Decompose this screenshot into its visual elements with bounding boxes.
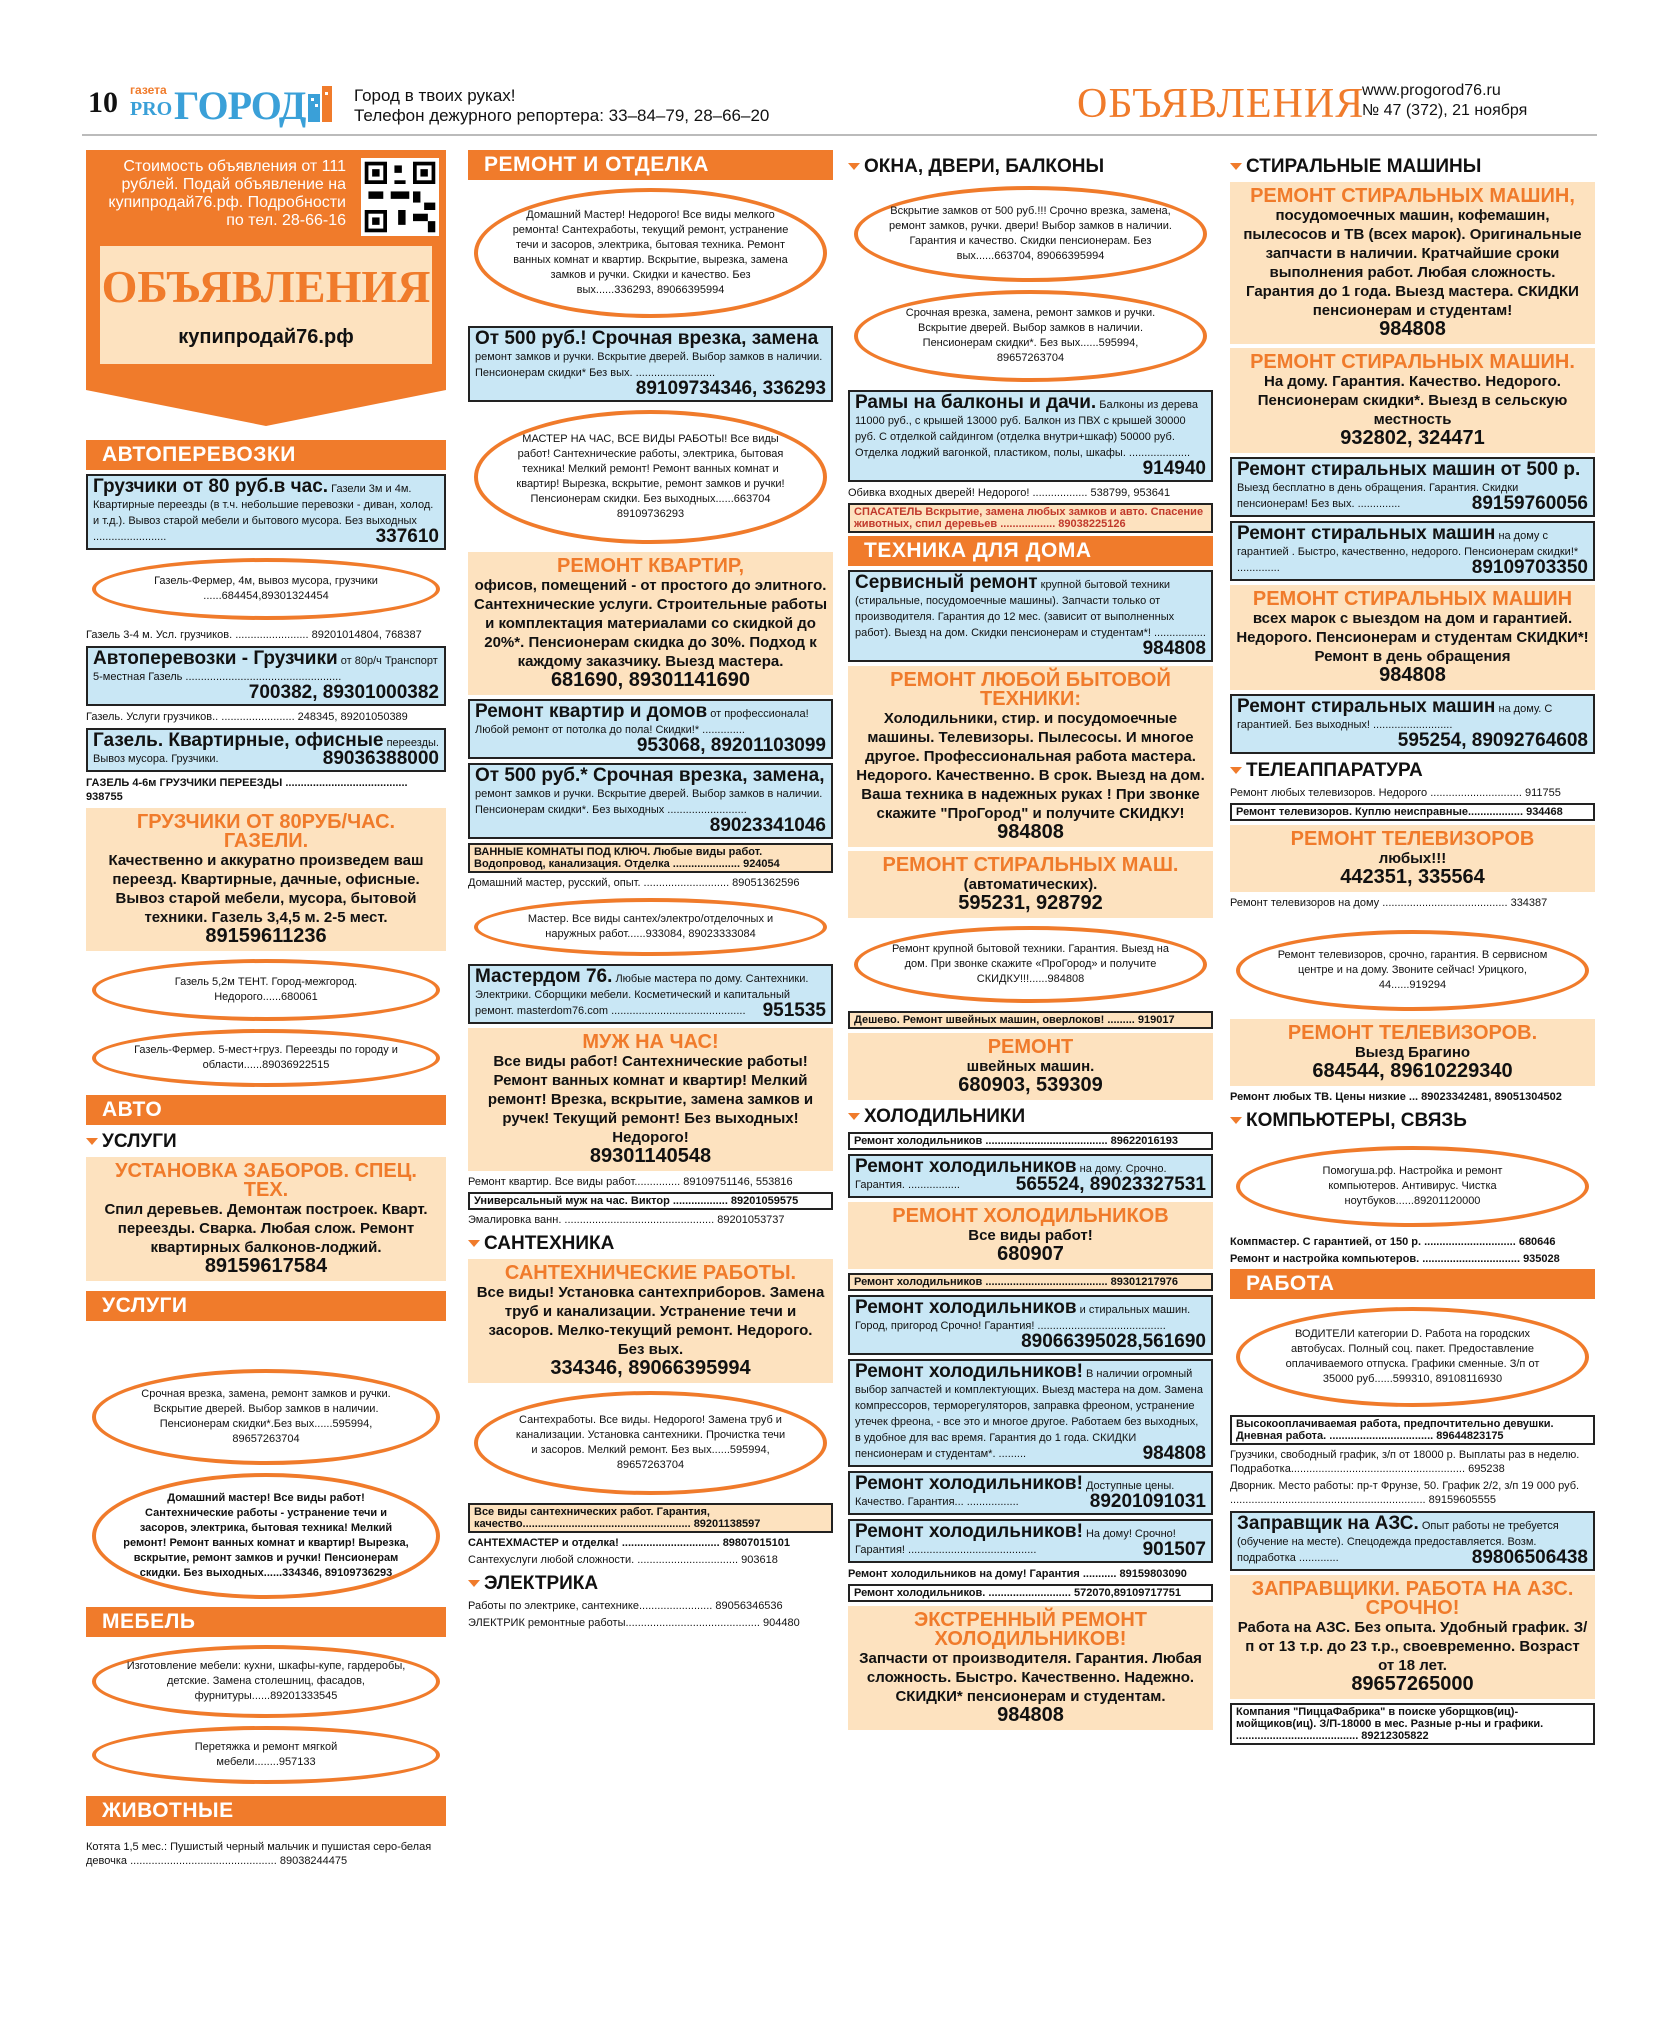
ad-text: В наличии огромный выбор запчастей и комплектующих. Выезд мастера на дом. Замена компрессоров, терморегуляторов, заправка фреоном, устранение утечек фреона, - все это и многое другое. Работаем без выходных, в удобное для вас время. Гарантия до 1 года. СКИДКИ пенсионерам и студентам*. ......... [855, 1368, 1203, 1460]
ad-boxline: Все виды сантехнических работ. Гарантия, качество....................................................... 89201138597 [468, 1503, 833, 1533]
ad-phone: 984808 [1142, 638, 1206, 659]
ad-phone: 89109703350 [1471, 557, 1588, 578]
section-bar-tehnika: ТЕХНИКА ДЛЯ ДОМА [848, 536, 1213, 566]
ad-title: ГРУЗЧИКИ ОТ 80РУБ/ЧАС. ГАЗЕЛИ. [136, 811, 396, 852]
ad-phone: 89066395028,561690 [1021, 1331, 1206, 1352]
ad-phone: 932802, 324471 [1340, 427, 1485, 449]
ad-boxline: Компания "ПиццаФабрика" в поиске уборщков(иц)-мойщиков(иц). З/П-18000 в мес. Разные р-ны и графики. ........................................ 89212305822 [1230, 1703, 1595, 1745]
ad-box [848, 1359, 1213, 1467]
section-title: ОБЪЯВЛЕНИЯ [1077, 81, 1365, 127]
column-1 [86, 440, 446, 1871]
ad-phone: 984808 [997, 821, 1064, 843]
ad-box [848, 1471, 1213, 1515]
promo-site-link[interactable]: купипродай76.рф [178, 326, 354, 348]
ad-title: ЗАПРАВЩИКИ. РАБОТА НА АЗС. СРОЧНО! [1251, 1578, 1574, 1619]
ad-text: от профессионала! Любой ремонт от потолка до пола! Скидки!* .............. [475, 708, 809, 736]
ad-box [1230, 1511, 1595, 1571]
ad-peach [86, 808, 446, 951]
section-bar-avto: АВТО [86, 1095, 446, 1125]
ad-text: Доступные цены. Качество. Гарантия... ................. [855, 1480, 1175, 1508]
ad-peach [848, 666, 1213, 847]
ad-phone: 680907 [997, 1243, 1064, 1265]
ad-title: САНТЕХНИЧЕСКИЕ РАБОТЫ. [504, 1262, 797, 1284]
ad-title: РЕМОНТ ХОЛОДИЛЬНИКОВ [892, 1205, 1169, 1227]
ad-phone: 680903, 539309 [958, 1074, 1103, 1096]
ad-box [1230, 521, 1595, 581]
ad-phone: 89806506438 [1471, 1547, 1588, 1568]
ad-phone: 684544, 89610229340 [1312, 1060, 1513, 1082]
ad-boxline: Высокооплачиваемая работа, предпочтительно девушки. Дневная работа. .................................. 89644823175 [1230, 1415, 1595, 1445]
building-icon [304, 84, 336, 124]
tagline: Город в твоих руках! [354, 86, 516, 105]
ad-line: Домашний мастер, русский, опыт. ............................ 89051362596 [468, 877, 800, 889]
ad-peach [1230, 825, 1595, 892]
ad-box [1230, 457, 1595, 517]
ad-text: посудомоечных машин, кофемашин, пылесосов и ТВ (всех марок). Оригинальные запчасти в наличии. Кратчайшие сроки выполнения работ. Любая сложность. Гарантия до 1 года. Выезд мастера. СКИДКИ пенсионерам и студентам! [1243, 207, 1582, 319]
ad-peach [848, 1606, 1213, 1730]
ad-peach [848, 1202, 1213, 1269]
ad-peach [468, 552, 833, 695]
ad-box [848, 1295, 1213, 1355]
ad-text: и стиральных машин. Город, пригород Срочно! Гарантия! .......................................... [855, 1304, 1191, 1332]
ad-oval: Газель-Фермер. 5-мест+груз. Переезды по городу и области......89036922515 [92, 1029, 440, 1087]
qr-code-icon[interactable] [361, 158, 439, 236]
ad-title: ЭКСТРЕННЫЙ РЕМОНТ ХОЛОДИЛЬНИКОВ! [914, 1609, 1147, 1650]
ad-text: на дому с гарантией . Быстро, качественно, недорого. Пенсионерам скидки!* .............. [1237, 530, 1579, 574]
ad-title: Ремонт стиральных машин от 500 р. [1237, 459, 1581, 480]
ad-boxline: Ремонт холодильников ........................................ 89622016193 [848, 1132, 1213, 1150]
ad-phone: 89159617584 [204, 1255, 328, 1277]
column-2 [468, 150, 833, 1633]
ad-oval: Мастер. Все виды сантех/электро/отделочных и наружных работ......933084, 89023333084 [474, 898, 827, 956]
ad-title: Ремонт стиральных машин [1237, 523, 1496, 544]
ad-text: (автоматических). [963, 876, 1098, 893]
ad-phone: 595231, 928792 [958, 892, 1103, 914]
ad-oval: Газель 5,2м ТЕНТ. Город-межгород. Недорого......680061 [92, 959, 440, 1021]
ad-oval: Срочная врезка, замена, ремонт замков и ручки. Вскрытие дверей. Выбор замков в наличии. Пенсионерам скидки*.Без вых......595994, 89657263704 [92, 1369, 440, 1465]
ad-peach [86, 1157, 446, 1281]
subsection-uslugi: УСЛУГИ [86, 1131, 446, 1153]
issue-info: № 47 (372), 21 ноября [1362, 102, 1528, 119]
ad-title: РЕМОНТ СТИРАЛЬНЫХ МАШ. [882, 854, 1179, 876]
ad-phone: 89109734346, 336293 [635, 378, 826, 399]
ad-line: Котята 1,5 мес.: Пушистый черный мальчик и пушистая серо-белая девочка ................................................ 89038244475 [86, 1841, 432, 1867]
ad-text: ремонт замков и ручки. Вскрытие дверей. Выбор замков в наличии. Пенсионерам скидки*. Без выходных .......................... [475, 788, 823, 816]
ad-boxline: Универсальный муж на час. Виктор .................. 89201059575 [468, 1192, 833, 1210]
ad-line: Компмастер. С гарантией, от 150 р. .............................. 680646 [1230, 1236, 1556, 1248]
ad-line: Ремонт телевизоров на дому ......................................... 334387 [1230, 897, 1548, 909]
ad-title: Ремонт холодильников! [855, 1361, 1083, 1382]
ad-text: Все виды! Установка сантехприборов. Замена труб и канализации. Устранение течи и засоров. Мелко-текущий ремонт. Недорого. Без вых. [476, 1284, 825, 1358]
ad-line: Эмалировка ванн. ................................................. 89201053737 [468, 1214, 785, 1226]
ad-text: Все виды работ! Сантехнические работы! Ремонт ванных комнат и квартир! Мелкий ремонт! Врезка, вскрытие, замена замков и ручек! Текущий ремонт! Без выходных! Недорого! [487, 1053, 814, 1146]
page-number: 10 [88, 86, 118, 119]
ad-peach [468, 1028, 833, 1171]
logo-small-text: газета [130, 83, 167, 97]
ad-phone: 89023341046 [709, 815, 826, 836]
ad-box [468, 763, 833, 839]
ad-text: На дому. Гарантия. Качество. Недорого. Пенсионерам скидки*. Выезд в сельскую местность [1257, 373, 1568, 428]
ad-phone: 565524, 89023327531 [1015, 1174, 1206, 1195]
ad-phone: 89159760056 [1471, 493, 1588, 514]
ad-phone: 89201091031 [1089, 1491, 1206, 1512]
ad-oval: Изготовление мебели: кухни, шкафы-купе, гардеробы, детские. Замена столешниц, фасадов, фурнитуры......89201333545 [92, 1645, 440, 1718]
ad-box [86, 474, 446, 550]
ad-line: Ремонт квартир. Все виды работ............... 89109751146, 553816 [468, 1176, 793, 1188]
ad-text: на дому. Срочно. Гарантия. ................. [855, 1163, 1167, 1191]
ad-phone: 337610 [375, 526, 439, 547]
ad-phone: 984808 [1142, 1443, 1206, 1464]
ad-phone: 89036388000 [322, 748, 439, 769]
ad-title: РЕМОНТ СТИРАЛЬНЫХ МАШИН [1252, 588, 1573, 610]
ad-boxline: Дешево. Ремонт швейных машин, оверлоков! ......... 919017 [848, 1011, 1213, 1029]
subsection-komp: КОМПЬЮТЕРЫ, СВЯЗЬ [1230, 1110, 1595, 1132]
ad-box [86, 728, 446, 772]
ad-title: Ремонт холодильников! [855, 1521, 1083, 1542]
ad-title: Ремонт холодильников [855, 1156, 1077, 1177]
ad-text: Холодильники, стир. и посудомоечные машины. Телевизоры. Пылесосы. И многое другое. Профессиональная работа мастера. Недорого. Качественно. В срок. Выезд на дом. Ваша техника в надежных руках ! При звонке скажите "ПроГород" и получите СКИДКУ! [856, 710, 1205, 822]
ad-oval: ВОДИТЕЛИ категории D. Работа на городских автобусах. Полный соц. пакет. Предоставление оплачиваемого отпуска. Графики сменные. З/п от 35000 руб......599310, 89108116930 [1236, 1307, 1589, 1407]
ad-oval: Газель-Фермер, 4м, вывоз мусора, грузчики ......684454,89301324454 [92, 558, 440, 620]
ad-oval: Домашний Мастер! Недорого! Все виды мелкого ремонта! Сантехработы, текущий ремонт, устранение течи и засоров, электрика, бытовая техника. Ремонт ванных комнат и квартир. Вскрытие, вырезка, замена замков и ручки. Скидки и качество. Без вых......336293, 89066395994 [474, 188, 827, 318]
ad-phone: 89159611236 [205, 925, 327, 947]
subsection-santehnika: САНТЕХНИКА [468, 1233, 833, 1255]
ad-title: Ремонт стиральных машин [1237, 696, 1496, 717]
ad-line: Работы по электрике, сантехнике........................ 89056346536 [468, 1600, 783, 1612]
ad-text: Все виды работ! [968, 1227, 1093, 1244]
ad-title: Ремонт холодильников! [855, 1473, 1083, 1494]
ad-line: Ремонт и настройка компьютеров. ................................ 935028 [1230, 1253, 1560, 1265]
ad-title: От 500 руб.! Срочная врезка, замена [475, 328, 819, 349]
ad-line: Обивка входных дверей! Недорого! .................. 538799, 953641 [848, 487, 1171, 499]
ad-title: Автоперевозки - Грузчики [93, 648, 338, 669]
ad-boxline: Ремонт холодильников. ........................... 572070,89109717751 [848, 1584, 1213, 1602]
ad-text: Спил деревьев. Демонтаж построек. Кварт. переезды. Сварка. Любая слож. Ремонт квартирных балконов-лоджий. [104, 1201, 428, 1256]
ad-text: Газели 3м и 4м. Квартирные переезды (в т.ч. небольшие перевозки - диван, холод. и т.д.). Вывоз старой мебели и бытового мусора. Без выходных ........................ [93, 483, 434, 543]
ad-boxline: Ремонт телевизоров. Куплю неисправные.................. 934468 [1230, 803, 1595, 821]
section-bar-uslugi: УСЛУГИ [86, 1291, 446, 1321]
ad-title: РЕМОНТ ТЕЛЕВИЗОРОВ [1290, 828, 1535, 850]
ad-oval: Ремонт телевизоров, срочно, гарантия. В сервисном центре и на дому. Звоните сейчас! Урицкого, 44......919294 [1236, 930, 1589, 1011]
ad-peach [1230, 585, 1595, 690]
column-4 [1230, 150, 1595, 1748]
section-bar-rabota: РАБОТА [1230, 1269, 1595, 1299]
ad-oval: Срочная врезка, замена, ремонт замков и ручки. Вскрытие дверей. Выбор замков в наличии. Пенсионерам скидки*. Без вых......595994, 89657263704 [854, 290, 1207, 382]
ad-title: От 500 руб.* Срочная врезка, замена, [475, 765, 825, 786]
ad-boxline: Ремонт холодильников ........................................ 89301217976 [848, 1273, 1213, 1291]
ad-text: Опыт работы не требуется (обучение на месте). Спецодежда предоставляется. Возм. подработка ............. [1237, 1520, 1559, 1564]
ad-line: Дворник. Место работы: пр-т Фрунзе, 50. График 2/2, з/п 19 000 руб. ................................................................ 89159605555 [1230, 1480, 1580, 1506]
column-3 [848, 150, 1213, 1734]
ad-title: РЕМОНТ [987, 1036, 1074, 1058]
ad-title: РЕМОНТ КВАРТИР, [556, 555, 744, 577]
ad-text: Запчасти от производителя. Гарантия. Любая сложность. Быстро. Качественно. Надежно. СКИДКИ* пенсионерам и студентам. [859, 1650, 1202, 1705]
ad-phone: 442351, 335564 [1340, 866, 1485, 888]
website-link[interactable]: www.progorod76.ru [1362, 82, 1501, 99]
ad-title: Сервисный ремонт [855, 572, 1038, 593]
logo-gorod-text: ГОРОД [174, 83, 306, 128]
ad-phone: 951535 [762, 1000, 826, 1021]
section-bar-mebel: МЕБЕЛЬ [86, 1607, 446, 1637]
ad-peach [1230, 1575, 1595, 1699]
ad-title: Рамы на балконы и дачи. [855, 392, 1097, 413]
ad-line: Газель 3-4 м. Усл. грузчиков. ........................ 89201014804, 768387 [86, 629, 422, 641]
ad-phone: 681690, 89301141690 [550, 669, 751, 691]
ad-text: швейных машин. [966, 1058, 1095, 1075]
ad-oval: Ремонт крупной бытовой техники. Гарантия. Выезд на дом. При звонке скажите «ПроГород» и получите СКИДКУ!!!......984808 [854, 926, 1207, 1003]
ad-text: Выезд Брагино [1354, 1044, 1471, 1061]
ad-text: офисов, помещений - от простого до элитного. Сантехнические услуги. Строительные работы и комплектация материалами со скидкой до 20%*. Пенсионерам скидка до 30%. Подход к каждому заказчику. Выезд мастера. [474, 577, 828, 670]
ad-line: Ремонт любых телевизоров. Недорого .............................. 911755 [1230, 787, 1561, 799]
ad-phone: 984808 [1379, 664, 1446, 686]
ad-line: Газель. Услуги грузчиков.. ........................ 248345, 89201050389 [86, 711, 408, 723]
ad-title: РЕМОНТ ЛЮБОЙ БЫТОВОЙ ТЕХНИКИ: [890, 669, 1171, 710]
ad-box [848, 570, 1213, 662]
promo-text: Стоимость объявления от 111 рублей. Подай объявление на купипродай76.рф. Подробности по тел. 28-66-16 [108, 158, 346, 229]
ad-boxline: СПАСАТЕЛЬ Вскрытие, замена любых замков и авто. Спасение животных, спил деревьев .................. 89038225126 [848, 503, 1213, 533]
ad-text: На дому! Срочно! Гарантия! .......................................... [855, 1528, 1176, 1556]
ad-title: Ремонт квартир и домов [475, 701, 708, 722]
ad-title: Грузчики от 80 руб.в час. [93, 476, 329, 497]
ad-title: УСТАНОВКА ЗАБОРОВ. СПЕЦ. ТЕХ. [115, 1160, 417, 1201]
ad-line: Сантехуслуги любой сложности. ................................. 903618 [468, 1554, 778, 1566]
section-bar-remont: РЕМОНТ И ОТДЕЛКА [468, 150, 833, 180]
ad-text: Выезд бесплатно в день обращения. Гарантия. Скидки пенсионерам! Без вых. .............. [1237, 482, 1519, 510]
ad-line: Ремонт холодильников на дому! Гарантия ........... 89159803090 [848, 1568, 1187, 1580]
subsection-okna: ОКНА, ДВЕРИ, БАЛКОНЫ [848, 156, 1213, 178]
ad-peach [848, 1033, 1213, 1100]
ad-phone: 984808 [997, 1704, 1064, 1726]
promo-arrow [86, 390, 446, 426]
ad-phone: 334346, 89066395994 [550, 1357, 751, 1379]
ad-peach [468, 1259, 833, 1383]
ad-box [848, 1519, 1213, 1563]
ad-title: РЕМОНТ ТЕЛЕВИЗОРОВ. [1287, 1022, 1538, 1044]
ad-phone: 595254, 89092764608 [1397, 730, 1588, 751]
ad-line: Грузчики, свободный график, з/п от 18000 р. Выплаты раз в неделю. Подработка......................................................... 695238 [1230, 1449, 1580, 1475]
ad-oval: Домашний мастер! Все виды работ! Сантехнические работы - устранение течи и засоров, электрика, бытовая техника! Мелкий ремонт! Ремонт ванных комнат и квартир! Вырезка, вскрытие, ремонт замков и ручки! Пенсионерам скидки. Без выходных......334346, 89109736293 [92, 1473, 440, 1599]
ad-box [468, 964, 833, 1024]
ad-box [468, 326, 833, 402]
ad-oval: Вскрытие замков от 500 руб.!!! Срочно врезка, замена, ремонт замков, ручки. двери! Выбор замков в наличии. Гарантия и качество. Скидки пенсионерам. Без вых......663704, 89066395994 [854, 186, 1207, 282]
ad-text: Работа на АЗС. Без опыта. Удобный график. З/п от 13 т.р. до 23 т.р., своевременно. Возраст от 18 лет. [1237, 1619, 1588, 1674]
ad-peach [1230, 182, 1595, 344]
ad-peach [848, 851, 1213, 918]
ad-title: РЕМОНТ СТИРАЛЬНЫХ МАШИН, [1250, 185, 1575, 207]
ad-title: РЕМОНТ СТИРАЛЬНЫХ МАШИН. [1250, 351, 1575, 373]
ad-text: любых!!! [1378, 850, 1447, 867]
ad-peach [1230, 348, 1595, 453]
ad-title: Заправщик на АЗС. [1237, 1513, 1419, 1534]
ad-oval: МАСТЕР НА ЧАС, ВСЕ ВИДЫ РАБОТЫ! Все виды работ! Сантехнические работы, электрика, бытовая техника! Мелкий ремонт! Ремонт ванных комнат и квартир! Вырезка, вскрытие, ремонт замков и ручки! Пенсионерам скидки. Без выходных......663704 89109736293 [474, 410, 827, 544]
ad-text: Балконы из дерева 11000 руб., с крышей 13000 руб. Балкон из ПВХ с крышей 30000 руб. С отделкой сайдингом (отделка внутри+шкаф) 50000 руб. Отделка лоджий вагонкой, пластиком, полы, шкафы. .................... [855, 399, 1198, 459]
ad-title: Мастердом 76. [475, 966, 613, 987]
subsection-stiralnye: СТИРАЛЬНЫЕ МАШИНЫ [1230, 156, 1595, 178]
subsection-elektrika: ЭЛЕКТРИКА [468, 1573, 833, 1595]
promo-block [86, 150, 446, 420]
ad-text: ремонт замков и ручки. Вскрытие дверей. Выбор замков в наличии. Пенсионерам скидки* Без вых. .......................... [475, 351, 823, 379]
ad-title: Газель. Квартирные, офисные [93, 730, 384, 751]
ad-phone: 89657265000 [1351, 1673, 1474, 1695]
ad-text: от 80р/ч Транспорт 5-местная Газель ................................................... [93, 655, 438, 683]
ad-line: САНТЕХМАСТЕР и отделка! ................................ 89807015101 [468, 1537, 790, 1549]
ad-title: МУЖ НА ЧАС! [582, 1031, 719, 1053]
ad-line: ЭЛЕКТРИК ремонтные работы............................................ 904480 [468, 1617, 800, 1629]
subsection-holodilniki: ХОЛОДИЛЬНИКИ [848, 1106, 1213, 1128]
ad-box [86, 646, 446, 706]
ad-phone: 89301140548 [589, 1145, 712, 1167]
ad-box [468, 699, 833, 759]
ad-text: Качественно и аккуратно произведем ваш переезд. Квартирные, дачные, офисные. Вывоз старой мебели, мусора, бытовой техники. Газель 3,4,5 м. 2-5 мест. [108, 852, 424, 926]
ad-title: Ремонт холодильников [855, 1297, 1077, 1318]
ad-text: крупной бытовой техники (стиральные, посудомоечные машины). Запчасти только от производителя. Гарантия до 12 мес. (зависит от выполненных работ). Выезд на дом. Скидки пенсионерам и студентам*! ................. [855, 579, 1206, 639]
section-bar-animals: ЖИВОТНЫЕ [86, 1796, 446, 1826]
promo-title: ОБЪЯВЛЕНИЯ [101, 261, 431, 312]
ad-phone: 914940 [1142, 458, 1206, 479]
section-bar-avtoperevozki: АВТОПЕРЕВОЗКИ [86, 440, 446, 470]
ad-text: на дому. С гарантией. Без выходных! .......................... [1237, 703, 1553, 731]
page-header [82, 78, 1597, 136]
ad-phone: 984808 [1379, 318, 1446, 340]
ad-peach [1230, 1019, 1595, 1086]
ad-line: Ремонт любых ТВ. Цены низкие ... 89023342481, 89051304502 [1230, 1091, 1562, 1103]
ad-phone: 700382, 89301000382 [248, 682, 439, 703]
ad-text: всех марок с выездом на дом и гарантией. Недорого. Пенсионерам и студентам СКИДКИ*! Ремонт в день обращения [1236, 610, 1589, 665]
ad-text: Любые мастера по дому. Сантехники. Электрики. Сборщики мебели. Косметический и капитальный ремонт. masterdom76.com ............................................ [475, 973, 809, 1017]
ad-oval: Перетяжка и ремонт мягкой мебели........957133 [92, 1726, 440, 1784]
ad-oval: Сантехработы. Все виды. Недорого! Замена труб и канализации. Установка сантехники. Прочистка течи и засоров. Мелкий ремонт. Без вых......595994, 89657263704 [474, 1391, 827, 1495]
ad-oval: Помогуша.рф. Настройка и ремонт компьютеров. Антивирус. Чистка ноутбуков......89201120000 [1236, 1146, 1589, 1227]
ad-line: ГАЗЕЛЬ 4-6м ГРУЗЧИКИ ПЕРЕЕЗДЫ ........................................ 938755 [86, 777, 408, 803]
subsection-tele: ТЕЛЕАППАРАТУРА [1230, 760, 1595, 782]
ad-box [1230, 694, 1595, 754]
spacer [86, 1325, 446, 1361]
ad-box [848, 390, 1213, 482]
logo-pro-text: PRO [130, 98, 173, 120]
ad-box [848, 1154, 1213, 1198]
ad-text: переезды. Вывоз мусора. Грузчики. [93, 737, 439, 765]
reporter-phone: Телефон дежурного репортера: 33–84–79, 28–66–20 [354, 106, 770, 125]
ad-phone: 901507 [1142, 1539, 1206, 1560]
ad-phone: 953068, 89201103099 [636, 735, 826, 756]
ad-boxline: ВАННЫЕ КОМНАТЫ ПОД КЛЮЧ. Любые виды работ. Водопровод, канализация. Отделка ...................... 924054 [468, 843, 833, 873]
